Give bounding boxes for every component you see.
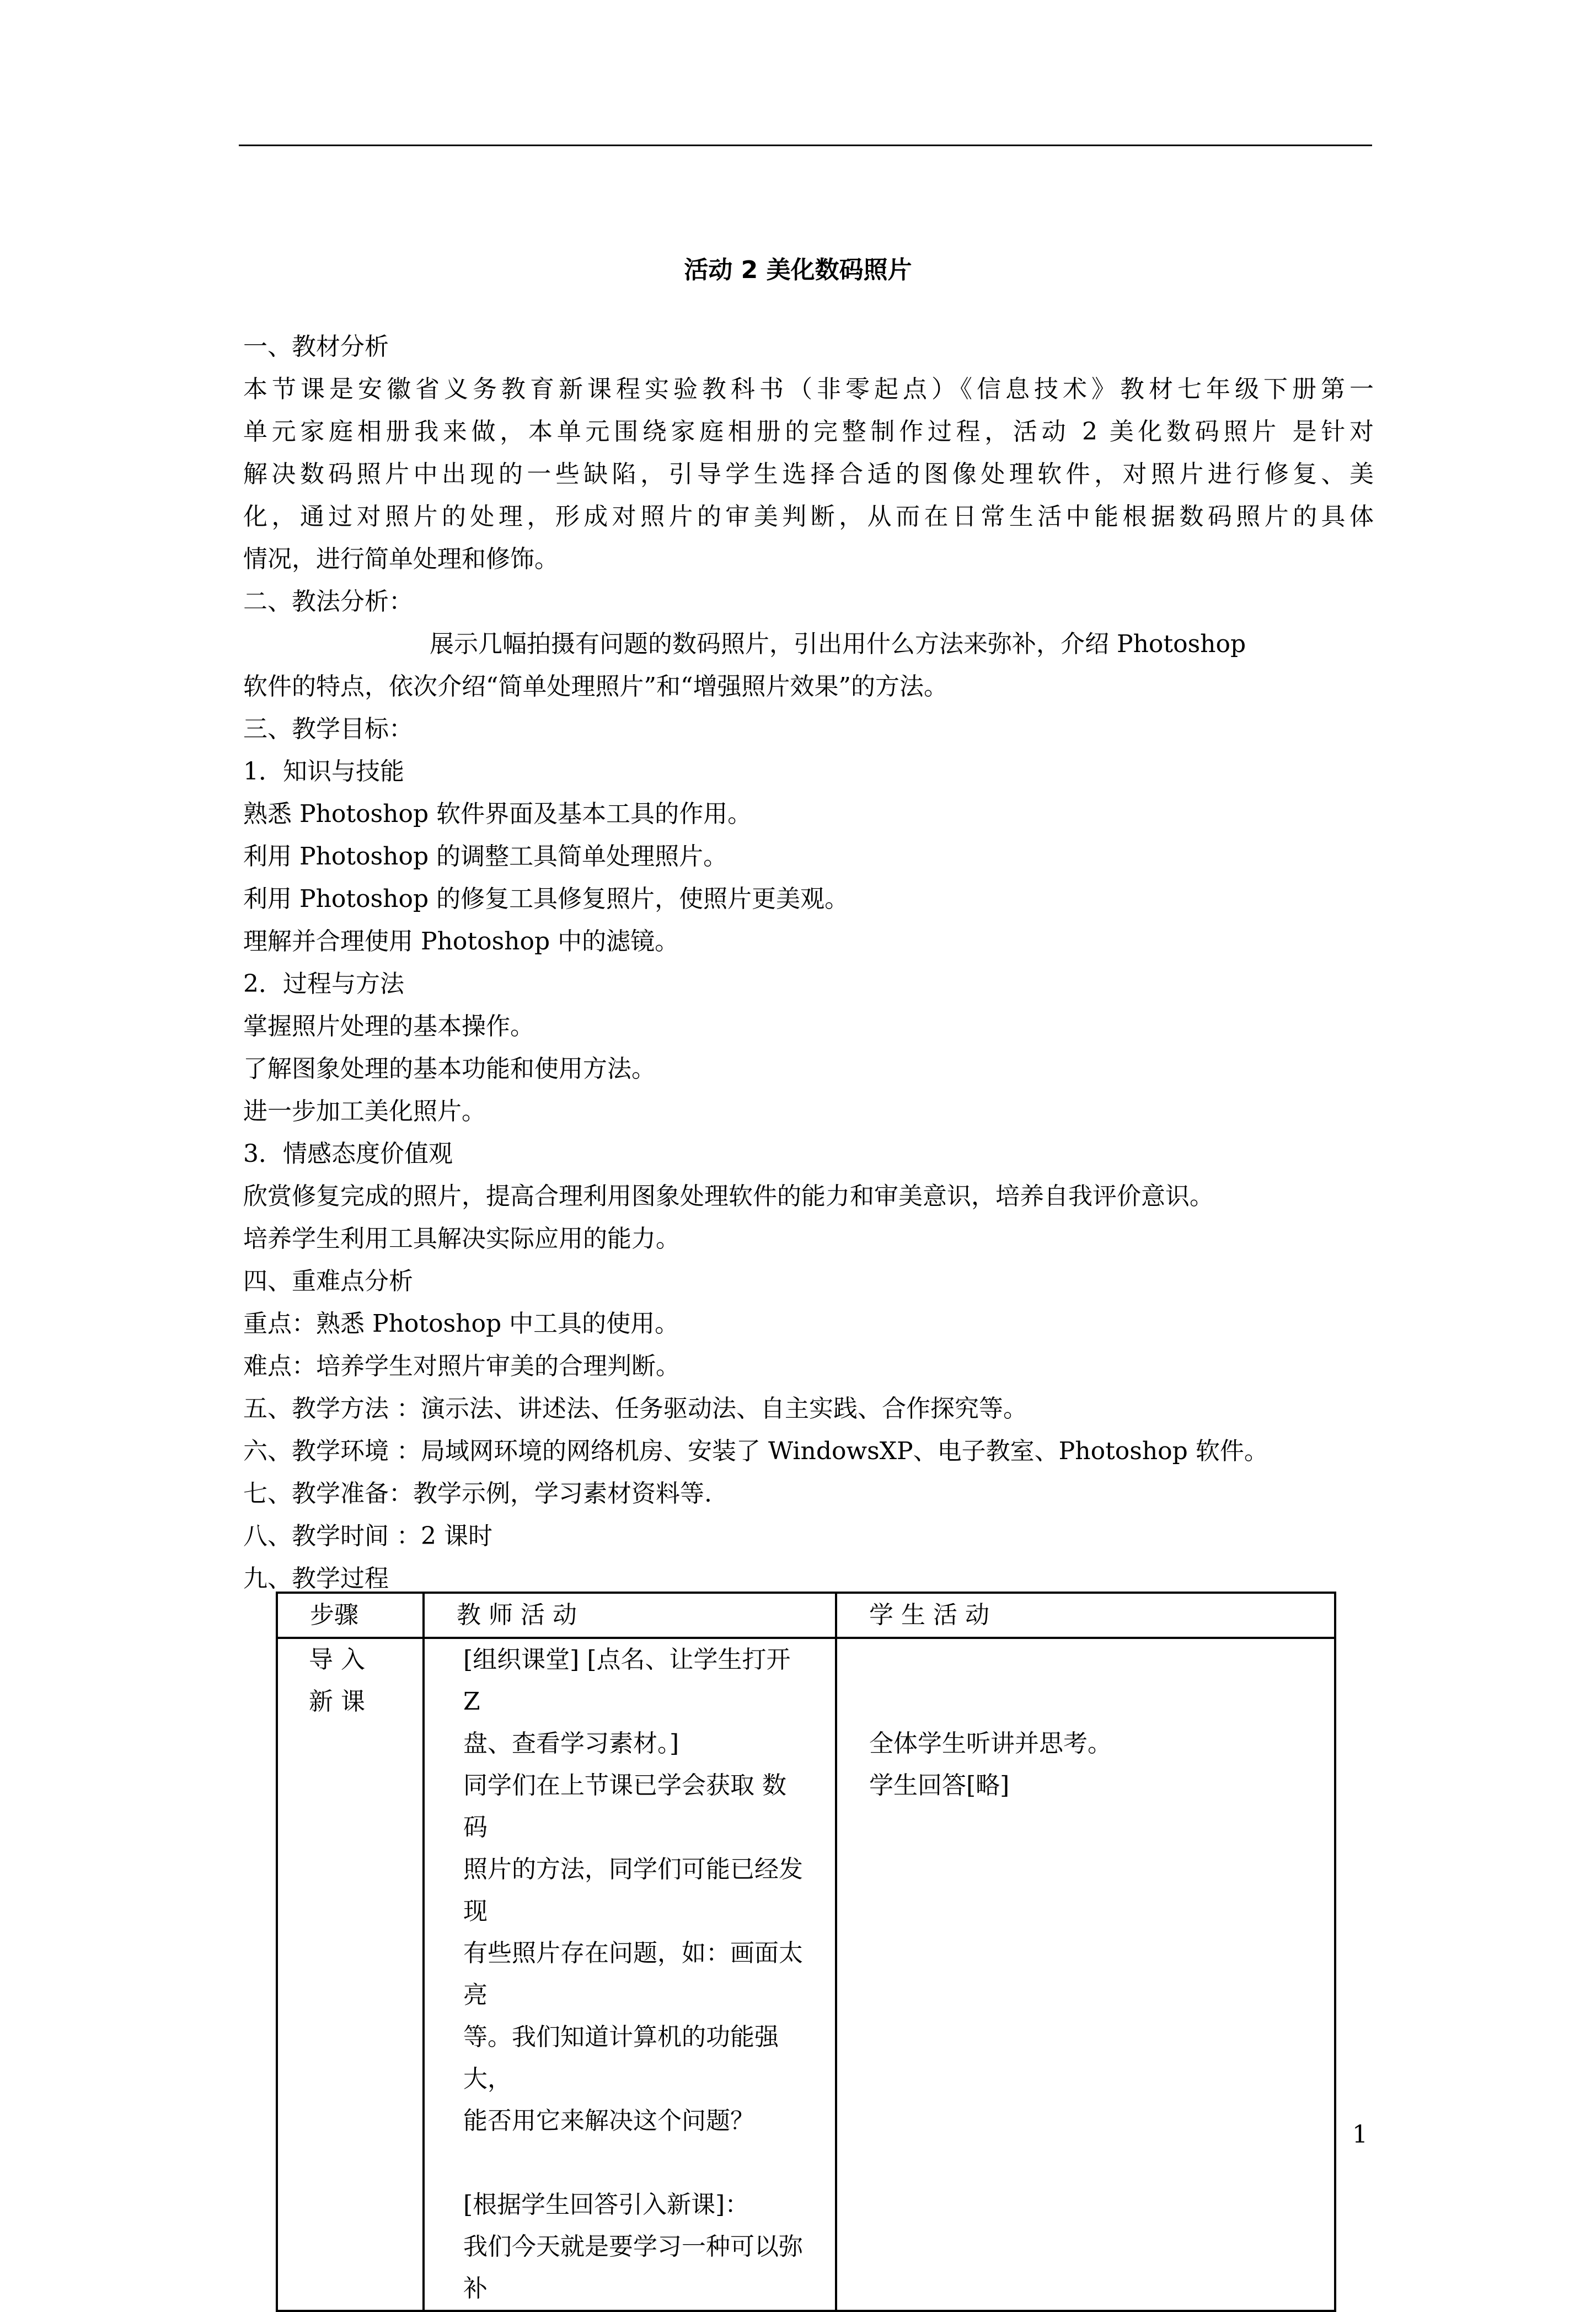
teacher-line: 盘、查看学习素材。] bbox=[463, 1729, 679, 1758]
key-point: 难点：培养学生对照片审美的合理判断。 bbox=[243, 1352, 680, 1380]
section-line: 八、教学时间 ：2 课时 bbox=[243, 1522, 492, 1550]
paragraph-line: 软件的特点，依次介绍“简单处理照片”和“增强照片效果”的方法。 bbox=[243, 672, 948, 701]
header-cell-student: 学 生 活 动 bbox=[836, 1593, 1335, 1638]
page-number: 1 bbox=[1352, 2121, 1368, 2149]
header-rule bbox=[239, 145, 1372, 146]
student-line: 学生回答[略] bbox=[869, 1771, 1010, 1800]
goal-item: 了解图象处理的基本功能和使用方法。 bbox=[243, 1055, 656, 1083]
paragraph-line: 解决数码照片中出现的一些缺陷，引导学生选择合适的图像处理软件，对照片进行修复、美 bbox=[243, 460, 1374, 488]
goal-item: 熟悉 Photoshop 软件界面及基本工具的作用。 bbox=[243, 800, 752, 828]
teacher-line: [根据学生回答引入新课]： bbox=[463, 2191, 749, 2219]
paragraph-line: 本节课是安徽省义务教育新课程实验教科书（非零起点）《信息技术》教材七年级下册第一 bbox=[243, 375, 1374, 403]
section-heading: 一、教材分析 bbox=[243, 333, 389, 361]
paragraph-line: 情况，进行简单处理和修饰。 bbox=[243, 545, 559, 573]
student-activity-cell bbox=[836, 1638, 1335, 2311]
paragraph-line: 展示几幅拍摄有问题的数码照片，引出用什么方法来弥补，介绍 Photoshop bbox=[430, 630, 1246, 658]
blank-line bbox=[463, 2142, 807, 2184]
teacher-line: 能否用它来解决这个问题？ bbox=[463, 2107, 754, 2135]
subsection-heading: 3．情感态度价值观 bbox=[243, 1140, 453, 1168]
section-heading: 三、教学目标： bbox=[243, 715, 413, 743]
teacher-line: 有些照片存在问题，如：画面太亮 bbox=[463, 1939, 803, 2009]
goal-item: 进一步加工美化照片。 bbox=[243, 1097, 486, 1125]
student-line: 全体学生听讲并思考。 bbox=[869, 1729, 1112, 1758]
goal-item: 利用 Photoshop 的调整工具简单处理照片。 bbox=[243, 842, 728, 871]
table-row bbox=[277, 1638, 1335, 2311]
section-line: 七、教学准备：教学示例，学习素材资料等. bbox=[243, 1480, 712, 1508]
key-point: 重点：熟悉 Photoshop 中工具的使用。 bbox=[243, 1310, 679, 1338]
table-header-row bbox=[277, 1593, 1335, 1638]
section-heading: 二、教法分析： bbox=[243, 588, 413, 616]
goal-item: 掌握照片处理的基本操作。 bbox=[243, 1012, 534, 1040]
paragraph-line: 单元家庭相册我来做，本单元围绕家庭相册的完整制作过程，活动 2 美化数码照片 是针对 bbox=[243, 418, 1374, 446]
section-line: 五、教学方法 ：演示法、讲述法、任务驱动法、自主实践、合作探究等。 bbox=[243, 1395, 1027, 1423]
step-cell bbox=[277, 1638, 424, 2311]
document-body bbox=[243, 325, 1374, 1600]
header-cell-step: 步骤 bbox=[277, 1593, 424, 1638]
teacher-line: 照片的方法，同学们可能已经发现 bbox=[463, 1855, 803, 1925]
step-label: 新 课 bbox=[309, 1688, 365, 1716]
goal-item: 理解并合理使用 Photoshop 中的滤镜。 bbox=[243, 927, 679, 955]
teacher-line: [组织课堂] [点名、让学生打开 Z bbox=[463, 1646, 791, 1716]
goal-item: 培养学生利用工具解决实际应用的能力。 bbox=[243, 1225, 680, 1253]
page-title: 活动 2 美化数码照片 bbox=[684, 256, 912, 284]
section-heading: 九、教学过程 bbox=[243, 1565, 389, 1593]
teacher-line: 同学们在上节课已学会获取 数码 bbox=[463, 1771, 786, 1841]
teacher-activity-cell bbox=[424, 1638, 836, 2311]
goal-item: 欣赏修复完成的照片，提高合理利用图象处理软件的能力和审美意识，培养自我评价意识。 bbox=[243, 1182, 1214, 1210]
subsection-heading: 2．过程与方法 bbox=[243, 970, 404, 998]
goal-item: 利用 Photoshop 的修复工具修复照片，使照片更美观。 bbox=[243, 885, 849, 913]
section-line: 六、教学环境 ：局域网环境的网络机房、安装了 WindowsXP、电子教室、Photoshop 软件。 bbox=[243, 1437, 1268, 1465]
teacher-line: 等。我们知道计算机的功能强大， bbox=[463, 2023, 779, 2093]
header-cell-teacher: 教 师 活 动 bbox=[424, 1593, 836, 1638]
paragraph-line: 化，通过对照片的处理，形成对照片的审美判断，从而在日常生活中能根据数码照片的具体 bbox=[243, 503, 1374, 531]
step-label: 导 入 bbox=[309, 1646, 365, 1674]
subsection-heading: 1．知识与技能 bbox=[243, 757, 404, 786]
teaching-process-table bbox=[276, 1592, 1336, 2312]
teacher-line: 我们今天就是要学习一种可以弥补 bbox=[463, 2233, 803, 2303]
section-heading: 四、重难点分析 bbox=[243, 1267, 413, 1295]
